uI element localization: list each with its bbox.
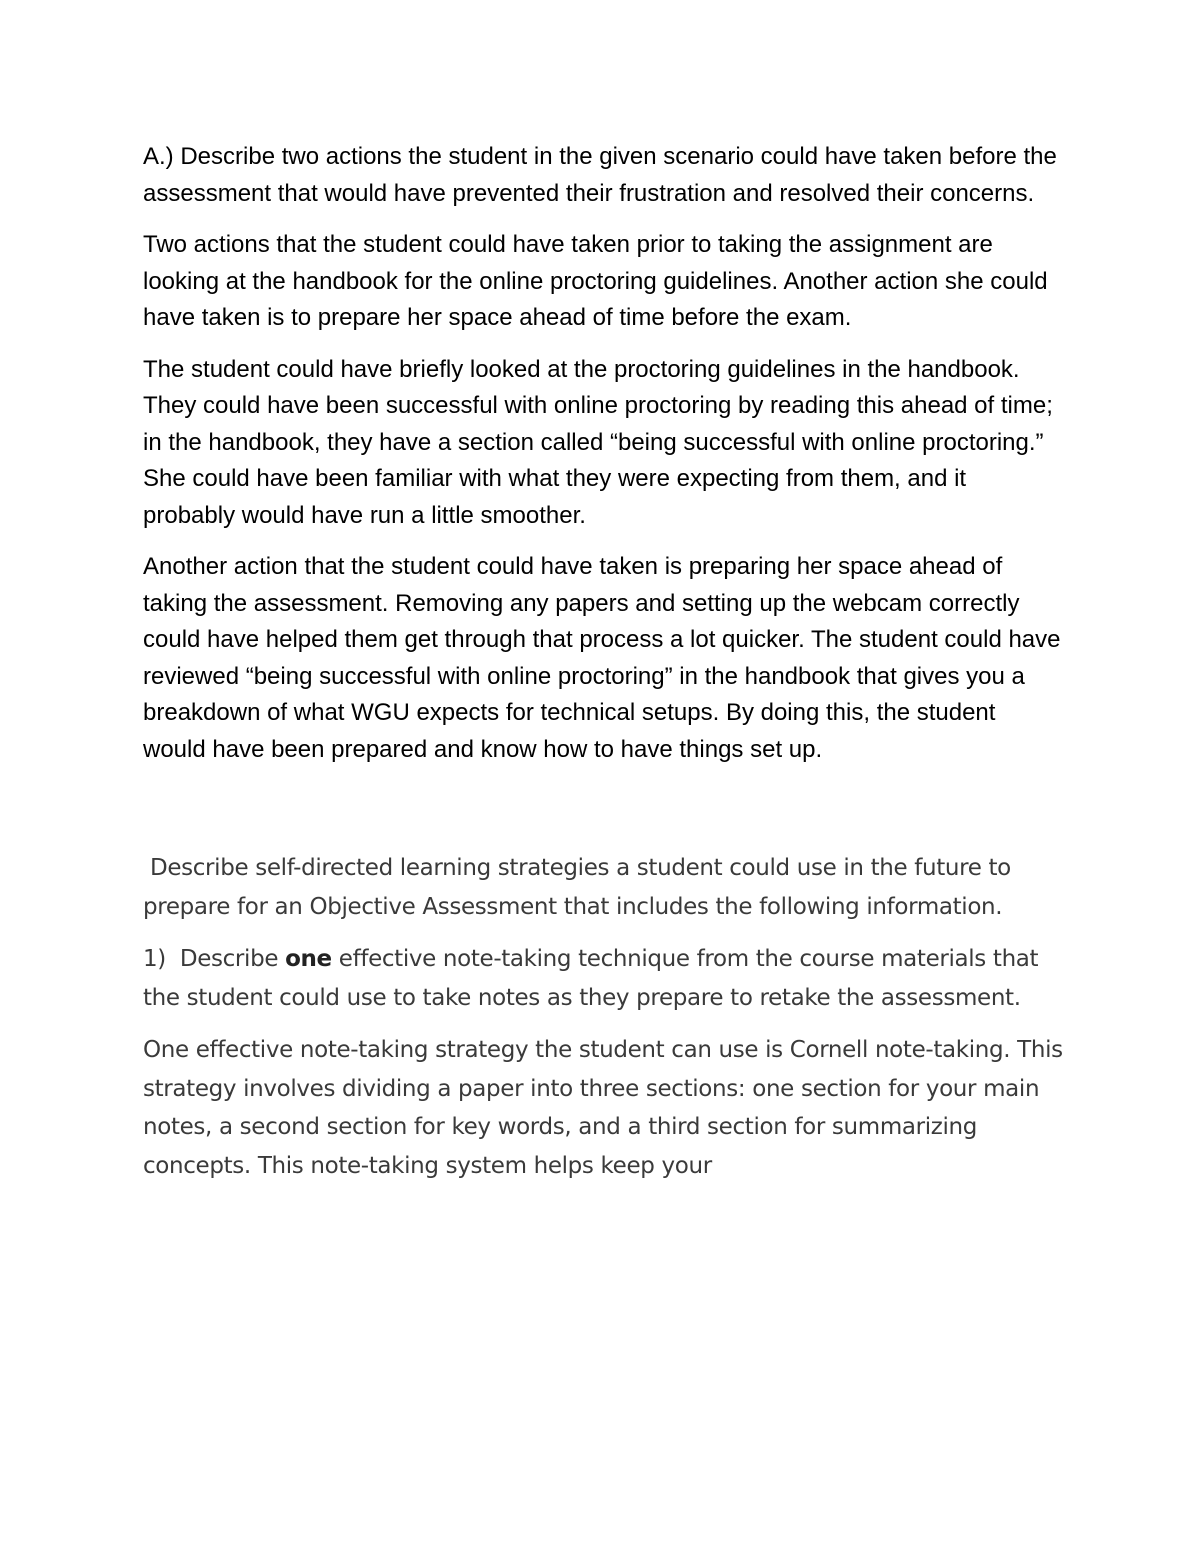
section-a: [143, 139, 1063, 768]
item-1-bold: one: [285, 946, 332, 972]
answer-paragraph-2: The student could have briefly looked at the proctoring guidelines in the handbook. They could have been successful with online proctoring by reading this ahead of time; in the handbook, they have a section called “being successful with online proctoring.” She could have been familiar with what they were expecting from them, and it probably would have run a little smoother.: [143, 355, 1053, 529]
section-b: [143, 849, 1063, 1185]
question-item-1: [143, 940, 1063, 1017]
item-1-rest: effective note-taking technique from the course materials that the student could use to take notes as they prepare to retake the assessment.: [143, 946, 1046, 1011]
answer-item-1: One effective note-taking strategy the student can use is Cornell note-taking. This strategy involves dividing a paper into three sections: one section for your main notes, a second section for key words, and a third section for summarizing concepts. This note-taking system helps keep your: [143, 1037, 1063, 1179]
answer-paragraph-1: Two actions that the student could have taken prior to taking the assignment are looking at the handbook for the online proctoring guidelines. Another action she could have taken is to prepare her space ahead of time before the exam.: [143, 231, 1048, 331]
answer-paragraph-3: Another action that the student could have taken is preparing her space ahead of taking the assessment. Removing any papers and setting up the webcam correctly could have helped them get through that process a lot quicker. The student could have reviewed “being successful with online proctoring” in the handbook that gives you a breakdown of what WGU expects for technical setups. By doing this, the student would have been prepared and know how to have things set up.: [143, 553, 1061, 763]
question-a: A.) Describe two actions the student in the given scenario could have taken before the assessment that would have prevented their frustration and resolved their concerns.: [143, 143, 1057, 207]
document-body: [143, 139, 1063, 1199]
item-1-prefix: 1) Describe: [143, 946, 286, 972]
prompt-b: Describe self-directed learning strategies a student could use in the future to prepare for an Objective Assessment that includes the following information.: [143, 855, 1018, 920]
section-spacer: [143, 783, 1063, 849]
